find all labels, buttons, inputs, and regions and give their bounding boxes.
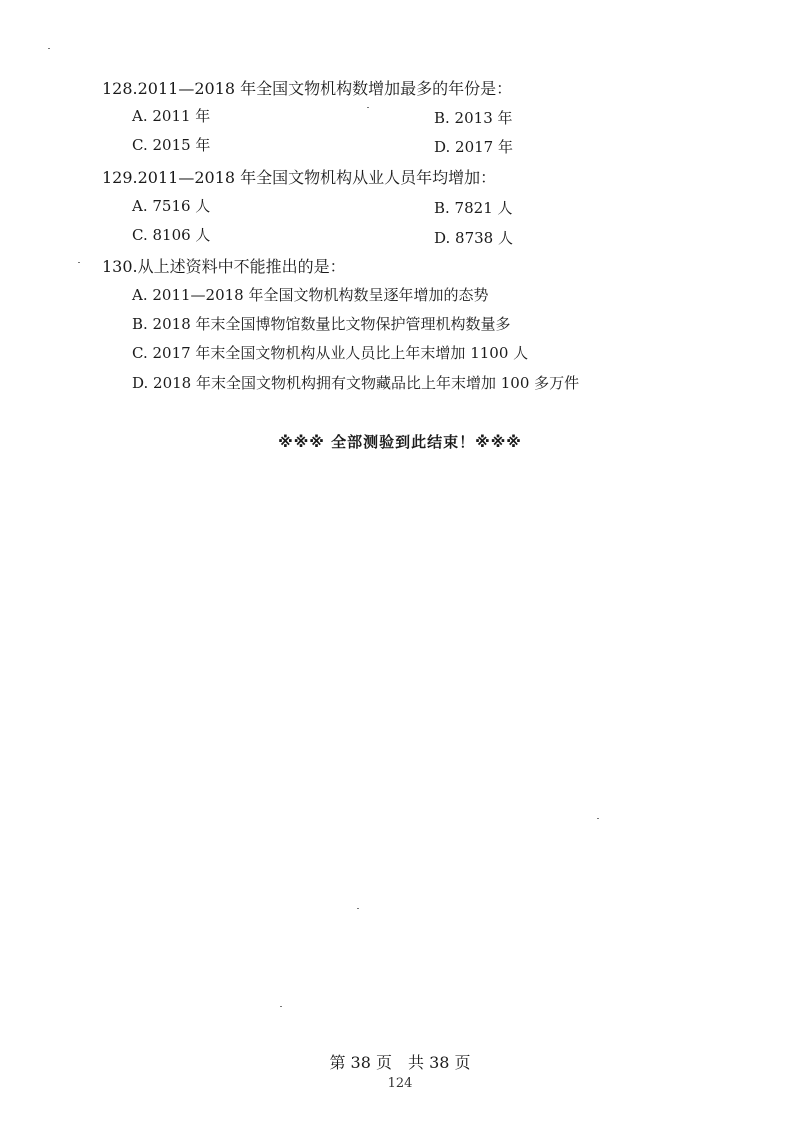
scan-speck [48, 48, 50, 49]
question-130-option-b: B. 2018 年末全国博物馆数量比文物保护管理机构数量多 [132, 315, 511, 333]
question-128-option-b: B. 2013 年 [434, 109, 513, 127]
question-128-option-c: C. 2015 年 [132, 136, 211, 154]
page-number: 124 [387, 1076, 413, 1091]
test-end-notice: ※※※ 全部测验到此结束！※※※ [278, 433, 522, 451]
question-128-title: 128.2011—2018 年全国文物机构数增加最多的年份是： [102, 79, 513, 98]
question-129-option-a: A. 7516 人 [132, 197, 211, 215]
question-129-option-b: B. 7821 人 [434, 199, 513, 217]
question-130-title: 130.从上述资料中不能推出的是： [102, 257, 346, 276]
scan-speck [357, 908, 359, 909]
scan-speck [78, 262, 80, 263]
question-129-option-d: D. 8738 人 [434, 229, 513, 247]
scan-speck [597, 818, 599, 819]
scan-speck [367, 107, 369, 108]
question-129-title: 129.2011—2018 年全国文物机构从业人员年均增加： [102, 168, 497, 187]
scan-speck [280, 1006, 282, 1007]
question-130-option-d: D. 2018 年末全国文物机构拥有文物藏品比上年末增加 100 多万件 [132, 374, 580, 392]
page-indicator: 第 38 页 共 38 页 [329, 1053, 471, 1072]
question-128-option-a: A. 2011 年 [132, 107, 211, 125]
question-130-option-c: C. 2017 年末全国文物机构从业人员比上年末增加 1100 人 [132, 344, 529, 362]
question-130-option-a: A. 2011—2018 年全国文物机构数呈逐年增加的态势 [132, 286, 489, 304]
question-128-option-d: D. 2017 年 [434, 138, 513, 156]
question-129-option-c: C. 8106 人 [132, 226, 211, 244]
